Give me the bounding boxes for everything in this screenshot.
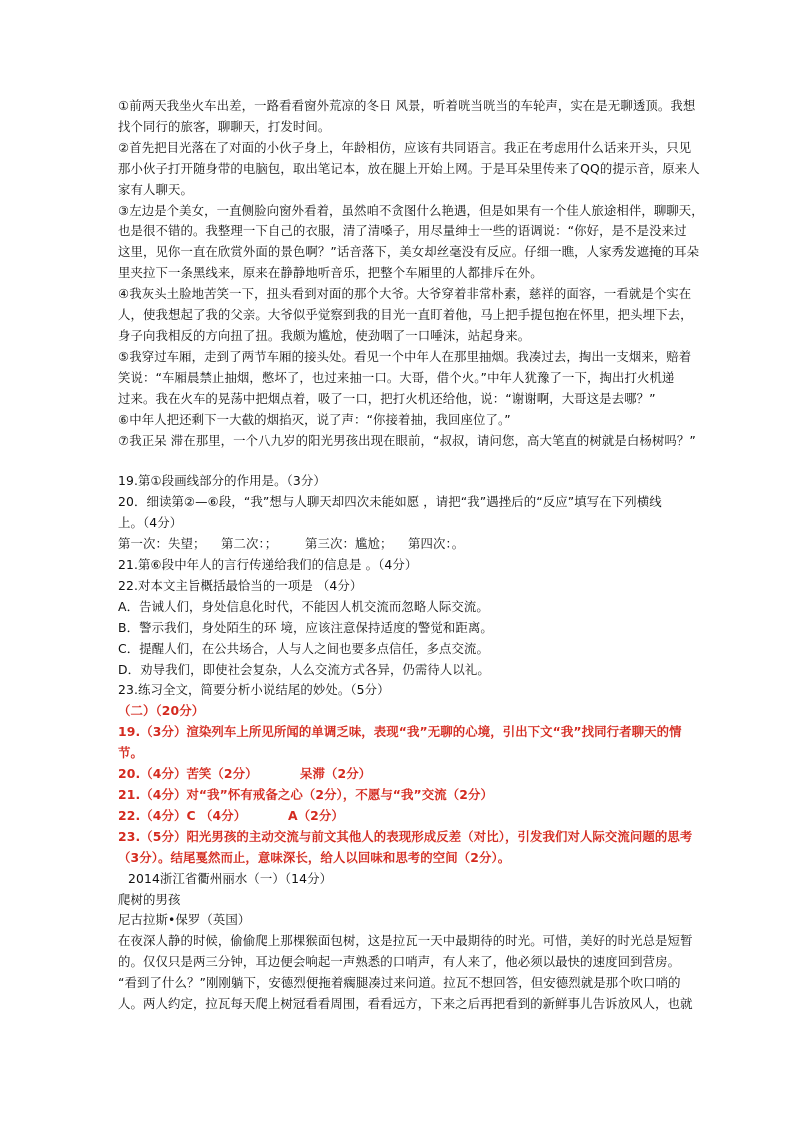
text-line: ②首先把目光落在了对面的小伙子身上，年龄相仿，应该有共同语言。我正在考虑用什么话来开头，只见: [118, 139, 692, 155]
story-2: [118, 869, 693, 1015]
story-author: 尼古拉斯•保罗（英国）: [118, 912, 251, 928]
text-line: 找个同行的旅客，聊聊天，打发时间。: [118, 118, 331, 134]
answer-20-part1: 20.（4分）苦笑（2分）: [118, 766, 258, 782]
text-line: 人，使我想起了我的父亲。大爷似乎觉察到我的目光一直盯着他，马上把手提包抱在怀里，把头埋下去，: [118, 307, 693, 323]
text-line: ③左边是个美女，一直侧脸向窗外看着，虽然咱不贪图什么艳遇，但是如果有一个佳人旅途相伴，聊聊天，: [118, 202, 704, 218]
option-b: B．警示我们，身处陌生的环 境，应该注意保持适度的警觉和距离。: [118, 619, 493, 635]
text-line: ④我灰头土脸地苦笑一下，扭头看到对面的那个大爷。大爷穿着非常朴素，慈祥的面容，一看就是个实在: [118, 286, 692, 302]
answer-22-part2: A（2分）: [288, 807, 344, 823]
question-23: 23.练习全文，简要分析小说结尾的妙处。（5分）: [118, 682, 390, 698]
text-line: 那小伙子打开随身带的电脑包，取出笔记本，放在腿上开始上网。于是耳朵里传来了QQ的提示音，原来人: [118, 160, 700, 176]
answer-22-part1: 22.（4分）C （4分）: [118, 807, 247, 823]
blank-first: 第一次：失望；: [118, 536, 206, 552]
answer-23-cont: （3分）。结尾戛然而止，意味深长，给人以回味和思考的空间（2分）。: [118, 849, 511, 865]
text-line: ⑦我正呆 滞在那里，一个八九岁的阳光男孩出现在眼前，“叔叔，请问您，高大笔直的树就是白杨树吗？”: [118, 432, 696, 448]
story-paragraph-4: [118, 284, 693, 347]
answers-header: （二）（20分）: [118, 703, 205, 719]
answer-21: 21.（4分）对“我”怀有戒备之心（2分），不愿与“我”交流（2分）: [118, 787, 493, 802]
text-line: 这里，见你一直在欣赏外面的景色啊？”话音落下，美女却丝毫没有反应。仔细一瞧，人家秀发遮掩的耳朵: [118, 244, 700, 260]
text-line: ①前两天我坐火车出差，一路看看窗外荒凉的冬日 风景，听着咣当咣当的车轮声，实在是无聊透顶。我想: [118, 98, 696, 113]
story-paragraph-6: [118, 410, 683, 431]
text-line: “看到了什么？”刚刚躺下，安德烈便拖着瘸腿凑过来问道。拉瓦不想回答，但安德烈就是那个吹口哨的: [118, 975, 681, 991]
blank-third: 第三次：尴尬；: [305, 536, 393, 552]
story-title: 爬树的男孩: [118, 891, 181, 907]
questions-section: [118, 471, 683, 701]
story-paragraph-3: [118, 201, 704, 285]
answer-19-cont: 节。: [118, 745, 143, 761]
blank-second: 第二次：；: [221, 536, 278, 552]
option-d: D．劝导我们，即使社会复杂，人么交流方式各异，仍需待人以礼。: [118, 661, 490, 677]
text-line: 身子向我相反的方向扭了扭。我颇为尴尬，使劲咽了一口唾沫，站起身来。: [118, 327, 531, 343]
text-line: 也是很不错的。我整理一下自己的衣服，清了清嗓子，用尽量绅士一些的语调说：“你好，是不是没来过: [118, 223, 687, 239]
answer-19: 19.（3分）渲染列车上所见所闻的单调乏味，表现“我”无聊的心境，引出下文“我”找同行者聊天的情: [118, 724, 682, 740]
answer-22: [118, 806, 683, 827]
text-line: ⑤我穿过车厢，走到了两节车厢的接头处。看见一个中年人在那里抽烟。我凑过去，掏出一支烟来，赔着: [118, 348, 692, 364]
answer-20: [118, 764, 683, 785]
question-20: 20．细读第②—⑥段，“我”想与人聊天却四次未能如愿 ，请把“我”遇挫后的“反应”填写在下列横线: [118, 494, 662, 510]
text-line: ⑥中年人把还剩下一大截的烟掐灭，说了声：“你接着抽，我回座位了。”: [118, 411, 511, 427]
option-c: C．提醒人们，在公共场合，人与人之间也要多点信任，多点交流。: [118, 640, 489, 656]
text-line: 笑说：“车厢晨禁止抽烟，憋坏了，也过来抽一口。大哥，借个火。”中年人犹豫了一下，掏出打火机递: [118, 369, 675, 385]
answers-section: [118, 701, 693, 868]
text-line: 的。仅仅只是两三分钟，耳边便会响起一声熟悉的口哨声，有人来了，他必须以最快的速度回到营房。: [118, 954, 681, 970]
question-19: 19.第①段画线部分的作用是。（3分）: [118, 473, 326, 489]
question-22: 22.对本文主旨概括最恰当的一项是 （4分）: [118, 577, 363, 593]
text-line: 里夹拉下一条黑线来，原来在静静地听音乐，把整个车厢里的人都排斥在外。: [118, 265, 543, 281]
blank-line: [118, 451, 683, 471]
text-line: 过来。我在火车的晃荡中把烟点着，吸了一口，把打火机还给他，说：“谢谢啊，大哥这是去哪？”: [118, 390, 656, 406]
story-paragraph-5: [118, 347, 692, 410]
text-line: 在夜深人静的时候，偷偷爬上那棵猴面包树，这是拉瓦一天中最期待的时光。可惜，美好的时光总是短暂: [118, 933, 693, 949]
text-line: 家有人聊天。: [118, 181, 193, 197]
text-line: 人。两人约定，拉瓦每天爬上树冠看看周围，看看远方，下来之后再把看到的新鲜事儿告诉放风人，也就: [118, 996, 693, 1012]
option-a: A．告诫人们，身处信息化时代，不能因人机交流而忽略人际交流。: [118, 598, 489, 614]
question-20-blanks: [118, 534, 683, 555]
question-21: 21.第⑥段中年人的言行传递给我们的信息是 。（4分）: [118, 557, 418, 573]
answer-20-part2: 呆滞（2分）: [300, 766, 372, 782]
story-paragraph-1: [118, 96, 696, 138]
question-20-cont: 上。（4分）: [118, 515, 183, 531]
story-paragraph-2: [118, 138, 700, 201]
exam-source: 2014浙江省衢州丽水（一）（14分）: [128, 870, 333, 886]
answer-23: 23.（5分）阳光男孩的主动交流与前文其他人的表现形成反差（对比），引发我们对人际交流问题的思考: [118, 828, 693, 844]
document-page: [118, 96, 704, 1015]
story-paragraph-7: [118, 431, 696, 452]
blank-fourth: 第四次：。: [408, 536, 465, 552]
